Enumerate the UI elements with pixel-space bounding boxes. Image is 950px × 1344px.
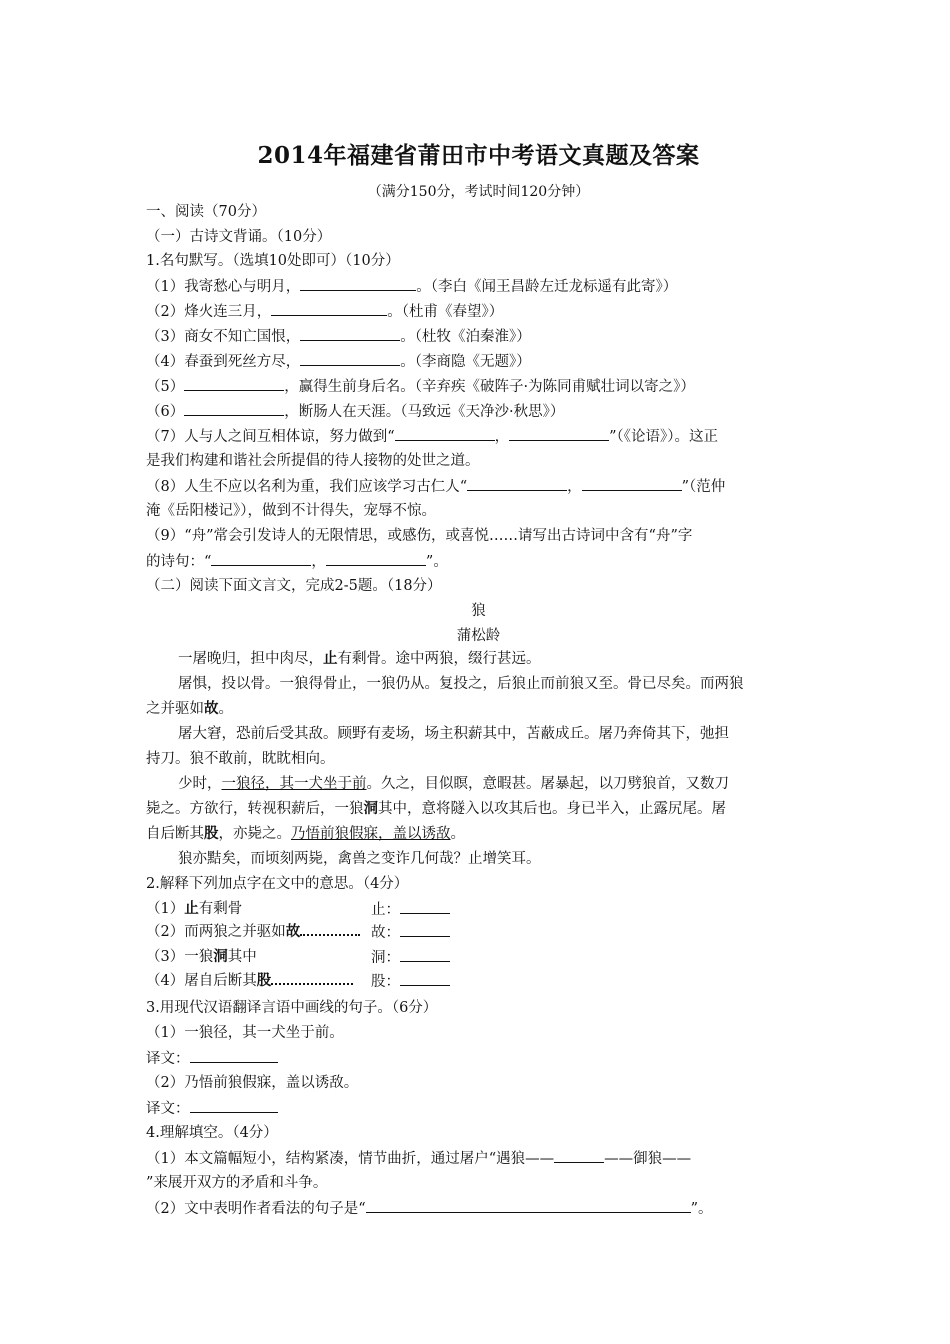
answer-blank[interactable] xyxy=(400,922,450,937)
q1-item-5: （5） ，赢得生前身后名。（辛弃疾《破阵子·为陈同甫赋壮词以寄之》） xyxy=(146,376,695,397)
q3-translation-2: 译文： xyxy=(146,1098,278,1119)
q1-item-1: （1）我寄愁心与明月， 。（李白《闻王昌龄左迁龙标遥有此寄》） xyxy=(146,276,677,297)
answer-blank[interactable] xyxy=(211,551,311,566)
essay-paragraph-1: 一屠晚归，担中肉尽，止有剩骨。途中两狼，缀行甚远。 xyxy=(178,650,541,667)
answer-blank[interactable] xyxy=(582,476,682,491)
q1-item-9-cont: 的诗句：“ ， ”。 xyxy=(146,551,448,572)
answer-blank[interactable] xyxy=(190,1098,278,1113)
q4-item-1: （1）本文篇幅短小，结构紧凑，情节曲折，通过屠户“遇狼—— ——御狼—— xyxy=(146,1148,691,1169)
q2-answer-2: 故： xyxy=(371,922,450,943)
question-2: 2.解释下列加点字在文中的意思。（4分） xyxy=(146,876,409,892)
essay-author: 蒲松龄 xyxy=(456,628,501,644)
q2-item-4: （4）屠自后断其股 xyxy=(146,971,353,991)
answer-blank[interactable] xyxy=(400,971,450,986)
subsection-heading: （二）阅读下面文言文，完成2-5题。（18分） xyxy=(146,578,442,594)
answer-blank[interactable] xyxy=(509,426,609,441)
section-heading: 一、阅读（70分） xyxy=(146,204,266,220)
q1-item-4: （4）春蚕到死丝方尽， 。（李商隐《无题》） xyxy=(146,351,531,372)
question-4: 4.理解填空。（4分） xyxy=(146,1125,278,1141)
question-1: 1.名句默写。（选填10处即可）（10分） xyxy=(146,253,400,269)
q4-item-1-cont: ”来展开双方的矛盾和斗争。 xyxy=(146,1175,328,1191)
answer-blank[interactable] xyxy=(300,326,400,341)
q2-answer-4: 股： xyxy=(371,971,450,992)
answer-blank[interactable] xyxy=(467,476,567,491)
page-subtitle: （满分150分，考试时间120分钟） xyxy=(367,184,590,200)
q2-item-1: （1）止有剩骨 xyxy=(146,900,243,917)
question-3: 3.用现代汉语翻译言语中画线的句子。（6分） xyxy=(146,1000,438,1016)
answer-blank[interactable] xyxy=(395,426,495,441)
essay-paragraph-4-cont: 自后断其股，亦毙之。乃悟前狼假寐，盖以诱敌。 xyxy=(146,825,465,842)
answer-blank[interactable] xyxy=(554,1148,604,1163)
essay-paragraph-3-cont: 持刀。狼不敢前，眈眈相向。 xyxy=(146,751,335,767)
answer-blank[interactable] xyxy=(300,351,400,366)
q3-item-2: （2）乃悟前狼假寐，盖以诱敌。 xyxy=(146,1075,359,1091)
q1-item-8-cont: 淹《岳阳楼记》），做到不计得失，宠辱不惊。 xyxy=(146,503,436,519)
q4-item-2: （2）文中表明作者看法的句子是“ ”。 xyxy=(146,1198,713,1219)
q2-item-3: （3）一狼洞其中 xyxy=(146,948,257,965)
answer-blank[interactable] xyxy=(184,401,284,416)
q1-item-7: （7）人与人之间互相体谅，努力做到“ ， ”（《论语》）。这正 xyxy=(146,426,718,447)
essay-paragraph-4-cont: 毙之。方欲行，转视积薪后，一狼洞其中，意将隧入以攻其后也。身已半入，止露尻尾。屠 xyxy=(146,800,726,817)
q1-item-9: （9）“舟”常会引发诗人的无限情思，或感伤，或喜悦……请写出古诗词中含有“舟”字 xyxy=(146,528,693,544)
q1-item-8: （8）人生不应以名利为重，我们应该学习古仁人“ ， ”（范仲 xyxy=(146,476,725,497)
subsection-heading: （一）古诗文背诵。（10分） xyxy=(146,229,332,245)
emphasis-dots xyxy=(300,924,360,936)
page-title: 2014年福建省莆田市中考语文真题及答案 xyxy=(257,142,700,169)
q1-item-6: （6） ，断肠人在天涯。（马致远《天净沙·秋思》） xyxy=(146,401,564,422)
essay-paragraph-2: 屠惧，投以骨。一狼得骨止，一狼仍从。复投之，后狼止而前狼又至。骨已尽矣。而两狼 xyxy=(178,676,744,692)
answer-blank[interactable] xyxy=(400,899,450,914)
essay-title: 狼 xyxy=(471,603,486,619)
answer-blank[interactable] xyxy=(366,1198,691,1213)
answer-blank[interactable] xyxy=(400,947,450,962)
essay-paragraph-3: 屠大窘，恐前后受其敌。顾野有麦场，场主积薪其中，苫蔽成丘。屠乃奔倚其下，弛担 xyxy=(178,726,729,742)
q2-item-2: （2）而两狼之并驱如故 xyxy=(146,922,360,942)
q1-item-3: （3）商女不知亡国恨， 。（杜牧《泊秦淮》） xyxy=(146,326,531,347)
q1-item-2: （2）烽火连三月， 。（杜甫《春望》） xyxy=(146,301,503,322)
answer-blank[interactable] xyxy=(184,376,284,391)
q3-item-1: （1）一狼径，其一犬坐于前。 xyxy=(146,1025,344,1041)
q2-answer-3: 洞： xyxy=(371,947,450,968)
answer-blank[interactable] xyxy=(326,551,426,566)
emphasis-dots xyxy=(271,973,353,985)
answer-blank[interactable] xyxy=(300,276,416,291)
answer-blank[interactable] xyxy=(271,301,387,316)
essay-paragraph-4: 少时，一狼径，其一犬坐于前。久之，目似瞑，意暇甚。屠暴起，以刀劈狼首，又数刀 xyxy=(178,776,729,792)
essay-paragraph-5: 狼亦黠矣，而顷刻两毙，禽兽之变诈几何哉？止增笑耳。 xyxy=(178,851,541,867)
q1-item-7-cont: 是我们构建和谐社会所提倡的待人接物的处世之道。 xyxy=(146,453,480,469)
essay-paragraph-2-cont: 之并驱如故。 xyxy=(146,700,233,717)
q3-translation-1: 译文： xyxy=(146,1048,278,1069)
answer-blank[interactable] xyxy=(190,1048,278,1063)
q2-answer-1: 止： xyxy=(371,899,450,920)
